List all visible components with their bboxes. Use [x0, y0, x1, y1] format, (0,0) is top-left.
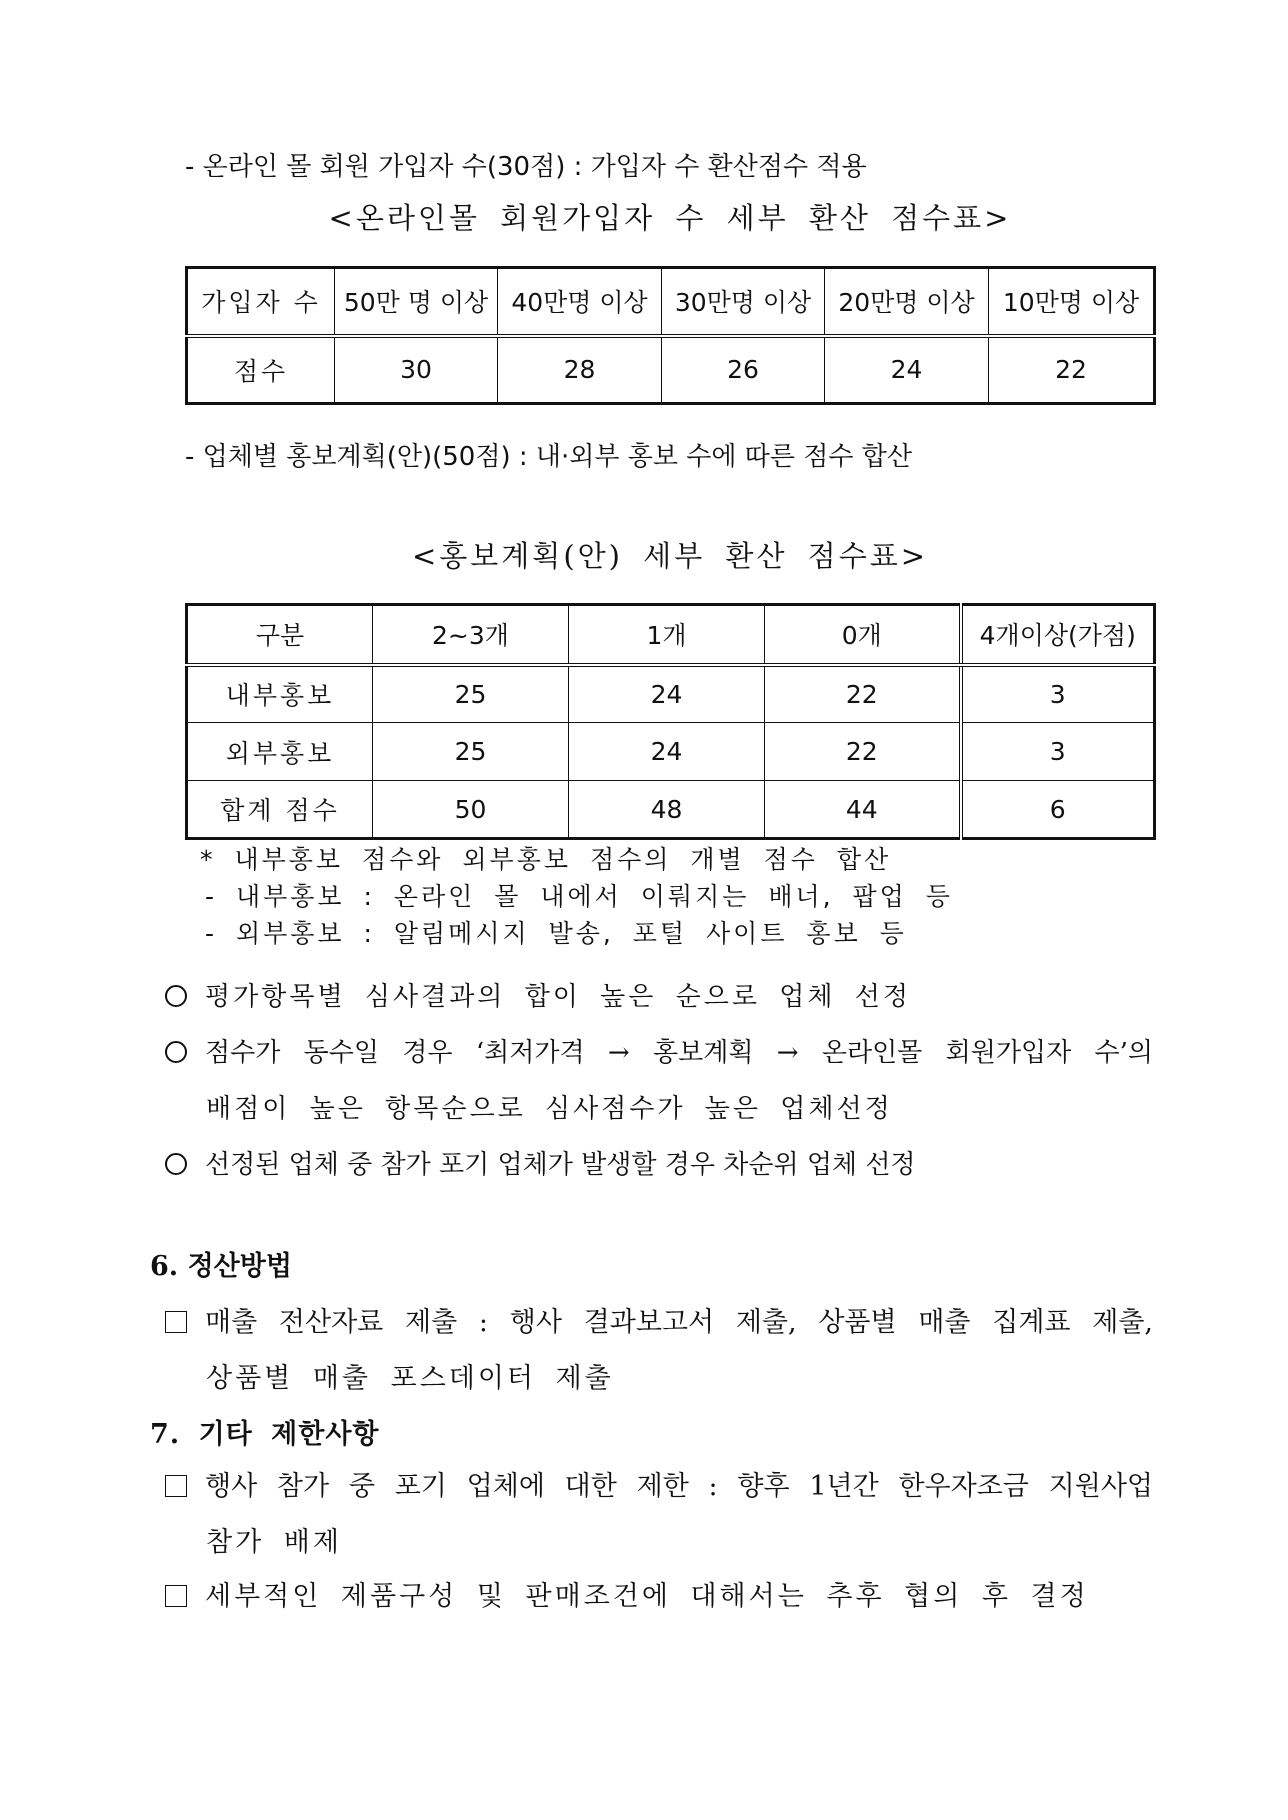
- table-row: [187, 665, 1155, 723]
- promo-intro: - 업체별 홍보계획(안)(50점) : 내·외부 홍보 수에 따른 점수 합산: [185, 442, 912, 472]
- selection-rule: [165, 1148, 916, 1182]
- online-table-header-row: [187, 268, 1155, 336]
- promo-note: - 내부홍보 : 온라인 몰 내에서 이뤄지는 배너, 팝업 등: [205, 882, 953, 911]
- value-cell: 24: [569, 723, 765, 781]
- score-cell: 30: [335, 336, 498, 404]
- selection-rule-text: 점수가 동수일 경우 ‘최저가격 → 홍보계획 → 온라인몰 회원가입자 수’의: [205, 1038, 1153, 1068]
- score-cell: 26: [662, 336, 825, 404]
- header-cell: 1개: [569, 605, 765, 665]
- value-cell: 44: [765, 781, 961, 839]
- header-cell: 구분: [187, 605, 373, 665]
- header-cell: 가입자 수: [187, 268, 335, 336]
- header-cell: 4개이상(가점): [961, 605, 1155, 665]
- header-cell: 20만명 이상: [825, 268, 989, 336]
- circle-bullet-icon: [165, 1041, 187, 1063]
- selection-rule: [165, 1036, 1153, 1070]
- online-score-table: [185, 266, 1156, 405]
- value-cell: 22: [765, 665, 961, 723]
- settlement-item-continuation: 상품별 매출 포스데이터 제출: [206, 1363, 614, 1394]
- header-cell: 2~3개: [373, 605, 569, 665]
- promo-table-title: <홍보계획(안) 세부 환산 점수표>: [411, 539, 929, 573]
- header-cell: 0개: [765, 605, 961, 665]
- settlement-item: [165, 1306, 1153, 1340]
- restriction-item-text: 행사 참가 중 포기 업체에 대한 제한 : 향후 1년간 한우자조금 지원사업: [205, 1471, 1153, 1502]
- promo-score-table: [185, 603, 1156, 840]
- row-label: 점수: [187, 336, 335, 404]
- checkbox-square-icon: [165, 1475, 187, 1497]
- restrictions-heading: 7. 기타 제한사항: [150, 1419, 380, 1450]
- table-row: [187, 781, 1155, 839]
- checkbox-square-icon: [165, 1585, 187, 1607]
- selection-rule-continuation: 배점이 높은 항목순으로 심사점수가 높은 업체선정: [206, 1094, 893, 1124]
- value-cell: 22: [765, 723, 961, 781]
- online-intro: - 온라인 몰 회원 가입자 수(30점) : 가입자 수 환산점수 적용: [185, 152, 867, 182]
- promo-table-header-row: [187, 605, 1155, 665]
- table-row: [187, 723, 1155, 781]
- circle-bullet-icon: [165, 1153, 187, 1175]
- value-cell: 3: [961, 723, 1155, 781]
- value-cell: 24: [569, 665, 765, 723]
- header-cell: 30만명 이상: [662, 268, 825, 336]
- row-label: 내부홍보: [187, 665, 373, 723]
- restriction-item: [165, 1470, 1153, 1504]
- restriction-item: [165, 1580, 1089, 1614]
- promo-note: * 내부홍보 점수와 외부홍보 점수의 개별 점수 합산: [200, 845, 892, 874]
- value-cell: 3: [961, 665, 1155, 723]
- value-cell: 6: [961, 781, 1155, 839]
- row-label: 합계 점수: [187, 781, 373, 839]
- score-cell: 24: [825, 336, 989, 404]
- header-cell: 40만명 이상: [498, 268, 662, 336]
- promo-note: - 외부홍보 : 알림메시지 발송, 포털 사이트 홍보 등: [205, 919, 907, 948]
- online-table-title: <온라인몰 회원가입자 수 세부 환산 점수표>: [328, 201, 1012, 235]
- selection-rule-text: 평가항목별 심사결과의 합이 높은 순으로 업체 선정: [205, 982, 912, 1012]
- row-label: 외부홍보: [187, 723, 373, 781]
- score-cell: 22: [989, 336, 1155, 404]
- header-cell: 50만 명 이상: [335, 268, 498, 336]
- value-cell: 50: [373, 781, 569, 839]
- value-cell: 25: [373, 723, 569, 781]
- settlement-item-text: 매출 전산자료 제출 : 행사 결과보고서 제출, 상품별 매출 집계표 제출,: [205, 1307, 1153, 1338]
- checkbox-square-icon: [165, 1311, 187, 1333]
- value-cell: 48: [569, 781, 765, 839]
- restriction-item-continuation: 참가 배제: [206, 1527, 342, 1558]
- header-cell: 10만명 이상: [989, 268, 1155, 336]
- selection-rule-text: 선정된 업체 중 참가 포기 업체가 발생할 경우 차순위 업체 선정: [205, 1150, 916, 1180]
- restriction-item-text: 세부적인 제품구성 및 판매조건에 대해서는 추후 협의 후 결정: [205, 1581, 1089, 1612]
- value-cell: 25: [373, 665, 569, 723]
- online-table-score-row: [187, 336, 1155, 404]
- selection-rule: [165, 980, 911, 1014]
- score-cell: 28: [498, 336, 662, 404]
- settlement-heading: 6. 정산방법: [150, 1251, 292, 1282]
- circle-bullet-icon: [165, 985, 187, 1007]
